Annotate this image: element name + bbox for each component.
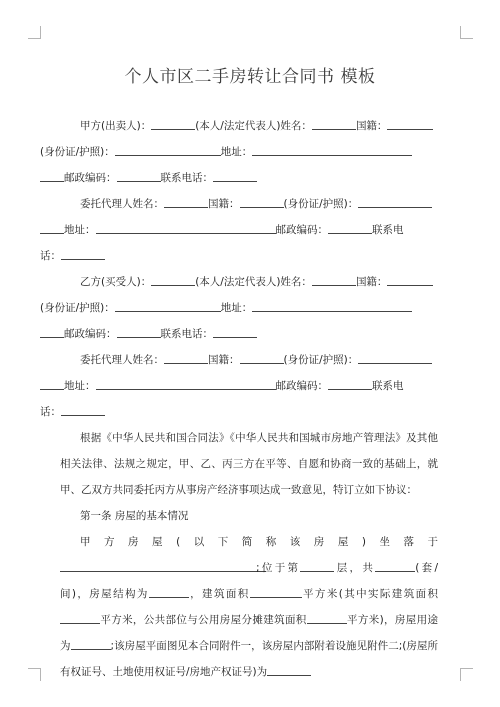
blank-field [213, 326, 257, 338]
blank-field [61, 404, 105, 416]
article-1-title: 第一条 房屋的基本情况 [80, 510, 189, 522]
blank-field [387, 118, 433, 130]
label: 国籍： [355, 120, 388, 132]
blank-field [71, 638, 111, 650]
clause-text: ;该房屋平面图见本合同附件一，该房屋内部附着设施见附件二;(房屋所有权证号、土地使用权证号/房地产权证号)为 [60, 640, 439, 678]
clause-text: ，建筑面积 [188, 588, 250, 600]
clause-text: 层，共 [334, 562, 376, 574]
blank-field [358, 352, 432, 364]
agent-a-section [40, 191, 438, 269]
label: 国籍： [208, 354, 240, 366]
blank-field [240, 196, 284, 208]
blank-field [252, 300, 412, 312]
blank-field [96, 378, 276, 390]
blank-field [151, 118, 195, 130]
blank-field [307, 612, 347, 624]
blank-field [328, 378, 372, 390]
blank-field [61, 248, 105, 260]
label: 国籍： [355, 276, 388, 288]
blank-field [240, 352, 284, 364]
blank-field [149, 586, 189, 598]
blank-field [40, 326, 64, 338]
crop-mark-bottom-left [28, 668, 41, 681]
label: 联系电话： [160, 172, 213, 184]
label: 地址： [64, 224, 96, 236]
blank-field [213, 170, 257, 182]
label: 邮政编码： [64, 172, 117, 184]
label: (本人/法定代表人)姓名： [195, 276, 312, 288]
blank-field [117, 326, 161, 338]
blank-field [60, 560, 266, 572]
clause-text: 平方米(其中实际建筑面积 [301, 588, 438, 600]
label: 地址： [64, 380, 96, 392]
blank-field [151, 274, 195, 286]
blank-field [278, 586, 302, 598]
blank-field [387, 274, 433, 286]
clause-text: ;位于第 [256, 562, 301, 574]
blank-field [115, 300, 221, 312]
clause-text: 甲方房屋(以下简称该房屋)坐落于 [80, 536, 438, 548]
label: (本人/法定代表人)姓名： [195, 120, 312, 132]
label: 联系电话： [160, 328, 213, 340]
blank-field [358, 196, 432, 208]
label: 联系电 [372, 224, 404, 236]
blank-field [115, 144, 221, 156]
label: 甲方(出卖人)： [80, 120, 152, 132]
label: 联系电 [372, 380, 404, 392]
label: 邮政编码： [275, 224, 328, 236]
label: (身份证/护照)： [40, 146, 115, 158]
label: 委托代理人姓名： [80, 198, 164, 210]
blank-field [96, 222, 276, 234]
blank-field [300, 560, 334, 572]
blank-field [246, 560, 256, 572]
blank-field [164, 352, 208, 364]
label: 委托代理人姓名： [80, 354, 164, 366]
label: (身份证/护照)： [283, 198, 359, 210]
label: 邮政编码： [275, 380, 328, 392]
document-title: 个人市区二手房转让合同书 模板 [124, 67, 376, 87]
blank-field [267, 664, 311, 676]
label: 国籍： [208, 198, 240, 210]
blank-field [164, 196, 208, 208]
intro-paragraph: 根据《中华人民共和国合同法》《中华人民共和国城市房地产管理法》及其他相关法律、法规之规定，甲、乙、丙三方在平等、自愿和协商一致的基础上，就甲、乙双方共同委托丙方从事房产经济事项达成一致意见，特订立如下协议： [60, 432, 438, 496]
blank-field [312, 118, 356, 130]
crop-mark-top-right [460, 26, 473, 39]
blank-field [40, 222, 64, 234]
label: 地址： [220, 146, 253, 158]
label: 地址： [220, 302, 253, 314]
blank-field [252, 144, 412, 156]
blank-field [117, 170, 161, 182]
label: (身份证/护照)： [283, 354, 359, 366]
document-body [40, 113, 439, 685]
label: 话： [40, 406, 61, 418]
blank-field [40, 378, 64, 390]
clause-text: (套/间)，房屋结构为 [60, 562, 438, 600]
crop-mark-bottom-right [460, 668, 473, 681]
blank-field [250, 586, 278, 598]
blank-field [312, 274, 356, 286]
label: 邮政编码： [64, 328, 117, 340]
article-1-body [60, 529, 438, 685]
blank-field [40, 170, 64, 182]
agent-b-section [40, 347, 438, 425]
clause-text: 平方米)，房屋用途为 [60, 614, 438, 652]
party-b-section [40, 269, 438, 347]
label: 乙方(买受人)： [80, 276, 152, 288]
label: (身份证/护照)： [40, 302, 115, 314]
party-a-section [40, 113, 438, 191]
blank-field [328, 222, 372, 234]
blank-field [375, 560, 415, 572]
crop-mark-top-left [28, 26, 41, 39]
label: 话： [40, 250, 61, 262]
blank-field [60, 612, 100, 624]
clause-text: 平方米，公共部位与公用房屋分摊建筑面积 [100, 614, 307, 626]
